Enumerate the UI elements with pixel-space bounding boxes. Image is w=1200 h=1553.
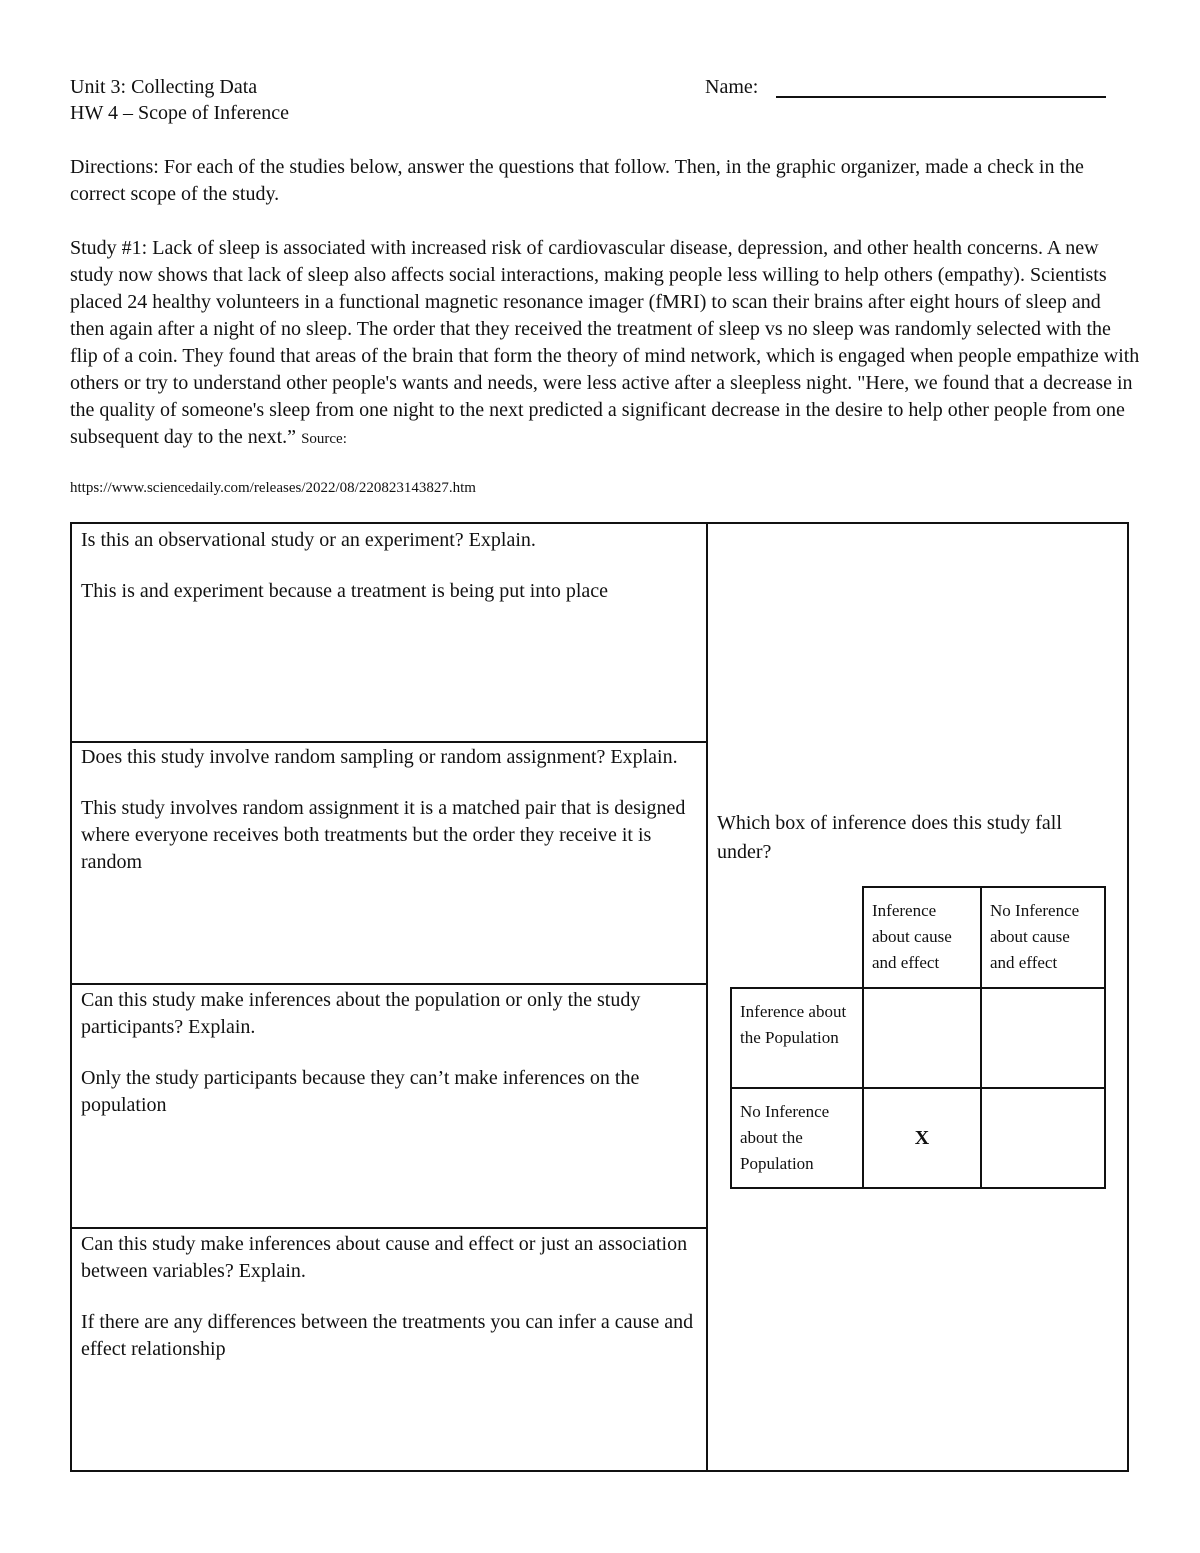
question-cell-4 [81,1231,696,1387]
col-header-no-cause: No Inference about cause and effect [981,887,1105,988]
col-header-cause: Inference about cause and effect [863,887,981,988]
answer-text[interactable]: If there are any differences between the treatments you can infer a cause and effect relationship [81,1311,694,1360]
name-label: Name: [705,76,759,98]
grid-row-line [70,1227,707,1229]
grid-divider [706,522,708,1472]
question-text: Does this study involve random sampling or random assignment? Explain. [81,746,678,768]
question-text: Can this study make inferences about the population or only the study participants? Explain. [81,989,641,1038]
source-url[interactable]: https://www.sciencedaily.com/releases/2022/08/220823143827.htm [70,480,476,496]
hw-title: HW 4 – Scope of Inference [70,102,289,124]
unit-title: Unit 3: Collecting Data [70,76,258,98]
question-cell-2 [81,744,696,900]
source-label: Source: [301,431,347,447]
row-header-population: Inference about the Population [731,988,863,1088]
study-text: Study #1: Lack of sleep is associated with increased risk of cardiovascular disease, depression, and other health concerns. A new study now shows that lack of sleep also affects social interactions, making people less willing to help others (empathy). Scientists placed 24 healthy volunteers in a functional magnetic resonance imager (fMRI) to scan their brains after eight hours of sleep and then again after a night of no sleep. The order that they received the treatment of sleep vs no sleep was randomly selected with the flip of a coin. They found that areas of the brain that form the theory of mind network, which is engaged when people empathize with others or try to understand other people's wants and needs, were less active after a sleepless night. "Here, we found that a decrease in the quality of someone's sleep from one night to the next predicted a significant decrease in the desire to help other people from one subsequent day to the next.” [70,237,1140,448]
row-header-no-population: No Inference about the Population [731,1088,863,1188]
inference-box-table [730,886,1106,1189]
organizer-prompt: Which box of inference does this study fall under? [717,812,1062,863]
answer-text[interactable]: This is and experiment because a treatment is being put into place [81,580,609,602]
check-cell[interactable] [981,988,1105,1088]
check-cell[interactable] [981,1088,1105,1188]
question-text: Is this an observational study or an experiment? Explain. [81,529,536,551]
grid-row-line [70,741,707,743]
answer-text[interactable]: Only the study participants because they can’t make inferences on the population [81,1067,640,1116]
name-input-line[interactable] [776,96,1106,98]
question-cell-1 [81,527,696,629]
question-cell-3 [81,987,696,1143]
check-cell-marked[interactable]: X [863,1088,981,1188]
study-passage [70,235,1140,453]
check-cell[interactable] [863,988,981,1088]
grid-row-line [70,983,707,985]
directions: Directions: For each of the studies below, answer the questions that follow. Then, in the graphic organizer, made a check in the correct scope of the study. [70,156,1084,205]
question-text: Can this study make inferences about cause and effect or just an association between variables? Explain. [81,1233,688,1282]
answer-text[interactable]: This study involves random assignment it is a matched pair that is designed where everyone receives both treatments but the order they receive it is random [81,797,686,873]
corner-cell [731,887,863,988]
